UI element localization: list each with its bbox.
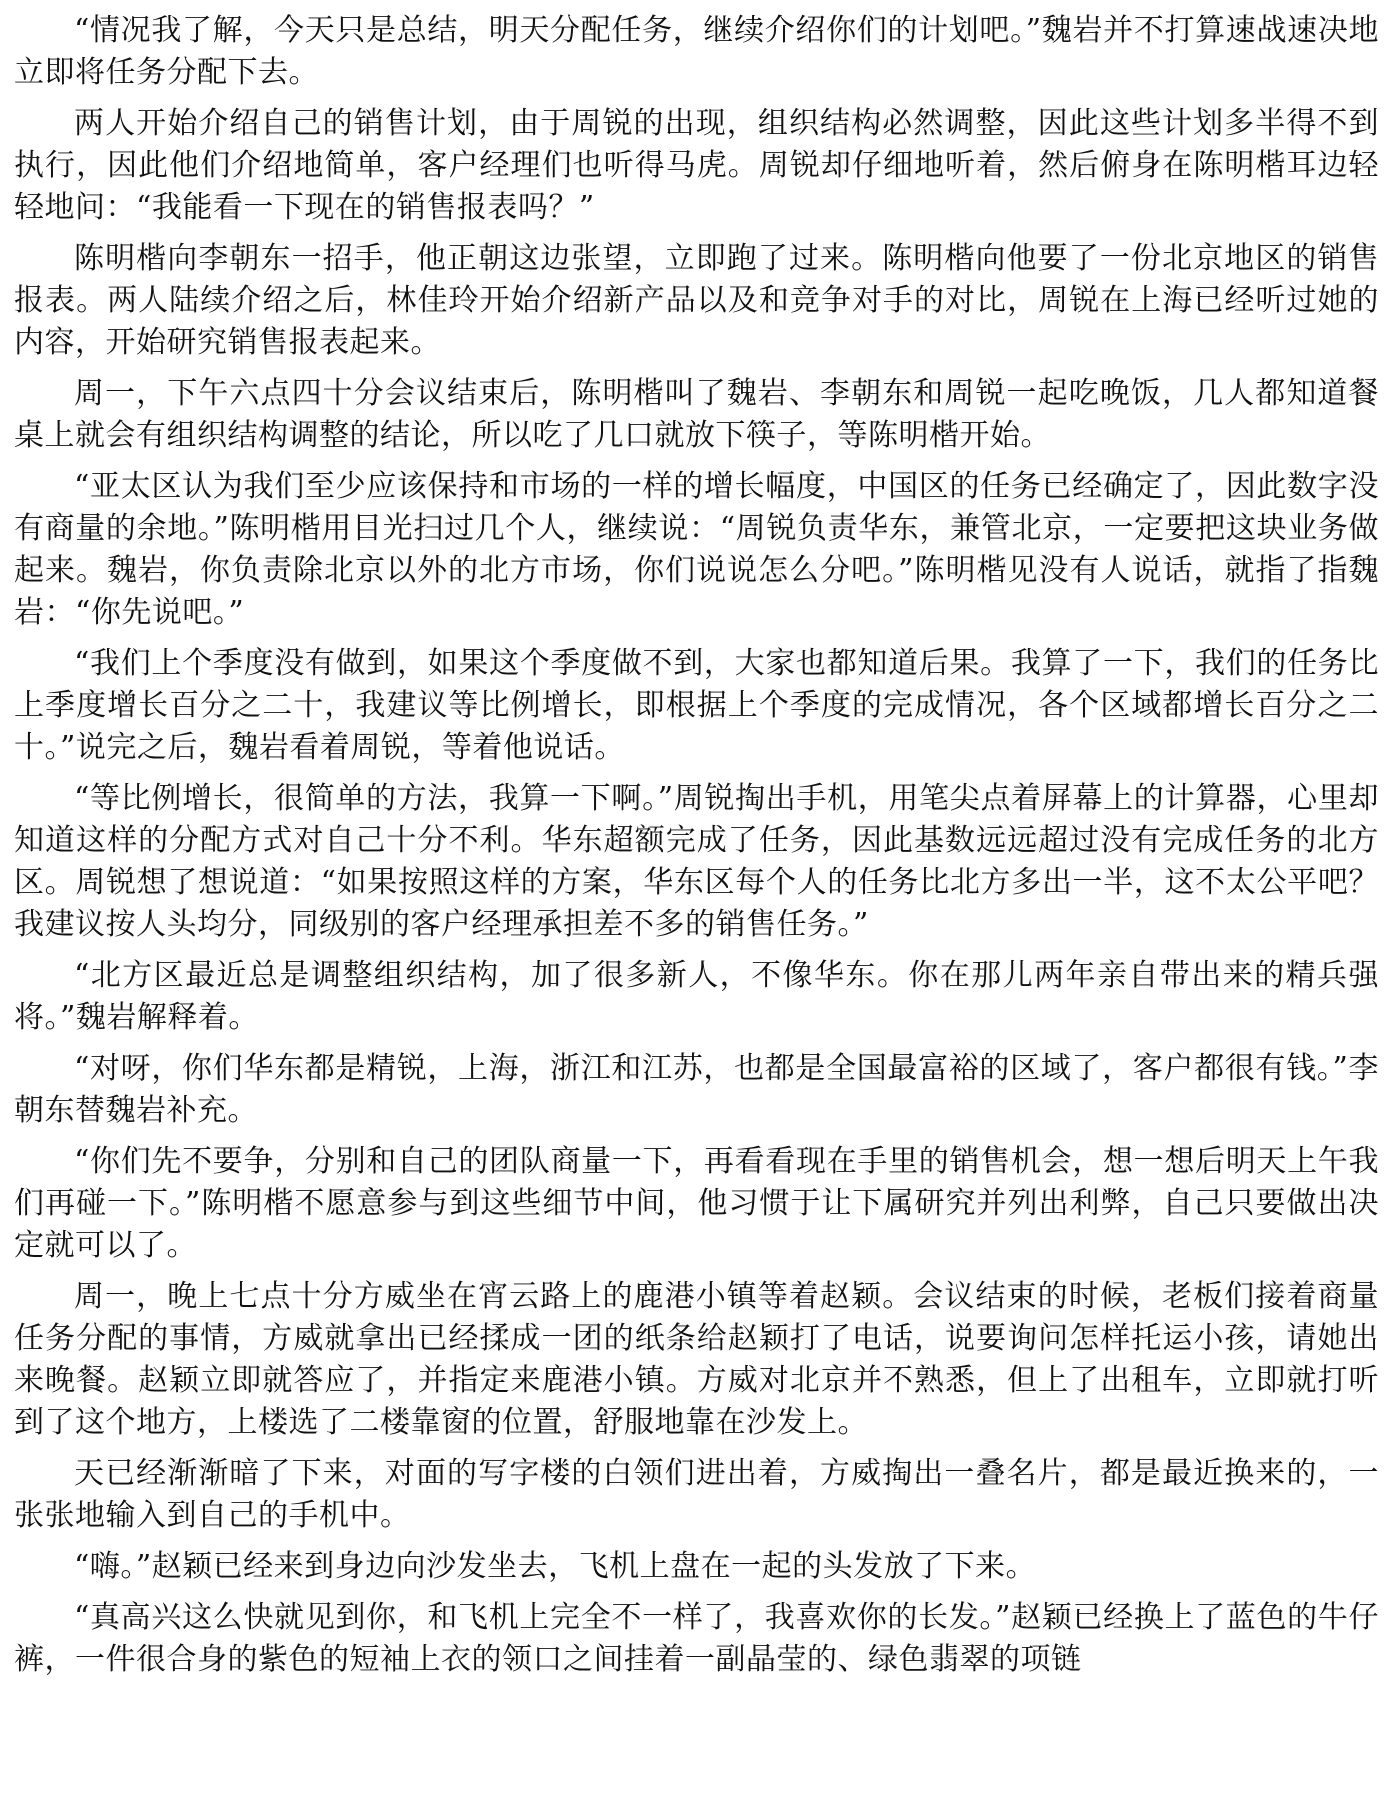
paragraph-12: 天已经渐渐暗了下来，对面的写字楼的白领们进出着，方威掏出一叠名片，都是最近换来的，一张张地输入到自己的手机中。 [14, 1456, 1379, 1533]
paragraph-3: 陈明楷向李朝东一招手，他正朝这边张望，立即跑了过来。陈明楷向他要了一份北京地区的销售报表。两人陆续介绍之后，林佳玲开始介绍新产品以及和竞争对手的对比，周锐在上海已经听过她的内容，开始研究销售报表起来。 [14, 241, 1379, 360]
paragraph-8: “北方区最近总是调整组织结构，加了很多新人，不像华东。你在那儿两年亲自带出来的精兵强将。”魏岩解释着。 [14, 958, 1379, 1035]
paragraph-1: “情况我了解，今天只是总结，明天分配任务，继续介绍你们的计划吧。”魏岩并不打算速战速决地立即将任务分配下去。 [14, 13, 1379, 90]
paragraph-2: 两人开始介绍自己的销售计划，由于周锐的出现，组织结构必然调整，因此这些计划多半得不到执行，因此他们介绍地简单，客户经理们也听得马虎。周锐却仔细地听着，然后俯身在陈明楷耳边轻轻地问：“我能看一下现在的销售报表吗？” [14, 106, 1379, 225]
paragraph-11: 周一，晚上七点十分方威坐在宵云路上的鹿港小镇等着赵颖。会议结束的时候，老板们接着商量任务分配的事情，方威就拿出已经揉成一团的纸条给赵颖打了电话，说要询问怎样托运小孩，请她出来晚餐。赵颖立即就答应了，并指定来鹿港小镇。方威对北京并不熟悉，但上了出租车，立即就打听到了这个地方，上楼选了二楼靠窗的位置，舒服地靠在沙发上。 [14, 1279, 1379, 1440]
paragraph-10: “你们先不要争，分别和自己的团队商量一下，再看看现在手里的销售机会，想一想后明天上午我们再碰一下。”陈明楷不愿意参与到这些细节中间，他习惯于让下属研究并列出利弊，自己只要做出决定就可以了。 [14, 1144, 1379, 1263]
paragraph-7: “等比例增长，很简单的方法，我算一下啊。”周锐掏出手机，用笔尖点着屏幕上的计算器，心里却知道这样的分配方式对自己十分不利。华东超额完成了任务，因此基数远远超过没有完成任务的北方区。周锐想了想说道：“如果按照这样的方案，华东区每个人的任务比北方多出一半，这不太公平吧？我建议按人头均分，同级别的客户经理承担差不多的销售任务。” [14, 781, 1379, 942]
paragraph-9: “对呀，你们华东都是精锐，上海，浙江和江苏，也都是全国最富裕的区域了，客户都很有钱。”李朝东替魏岩补充。 [14, 1051, 1379, 1128]
paragraph-6: “我们上个季度没有做到，如果这个季度做不到，大家也都知道后果。我算了一下，我们的任务比上季度增长百分之二十，我建议等比例增长，即根据上个季度的完成情况，各个区域都增长百分之二十。”说完之后，魏岩看着周锐，等着他说话。 [14, 646, 1379, 765]
paragraph-5: “亚太区认为我们至少应该保持和市场的一样的增长幅度，中国区的任务已经确定了，因此数字没有商量的余地。”陈明楷用目光扫过几个人，继续说：“周锐负责华东，兼管北京，一定要把这块业务做起来。魏岩，你负责除北京以外的北方市场，你们说说怎么分吧。”陈明楷见没有人说话，就指了指魏岩：“你先说吧。” [14, 469, 1379, 630]
paragraph-4: 周一，下午六点四十分会议结束后，陈明楷叫了魏岩、李朝东和周锐一起吃晚饭，几人都知道餐桌上就会有组织结构调整的结论，所以吃了几口就放下筷子，等陈明楷开始。 [14, 376, 1379, 453]
paragraph-14: “真高兴这么快就见到你，和飞机上完全不一样了，我喜欢你的长发。”赵颖已经换上了蓝色的牛仔裤，一件很合身的紫色的短袖上衣的领口之间挂着一副晶莹的、绿色翡翠的项链 [14, 1600, 1379, 1677]
paragraph-13: “嗨。”赵颖已经来到身边向沙发坐去，飞机上盘在一起的头发放了下来。 [74, 1549, 1037, 1584]
